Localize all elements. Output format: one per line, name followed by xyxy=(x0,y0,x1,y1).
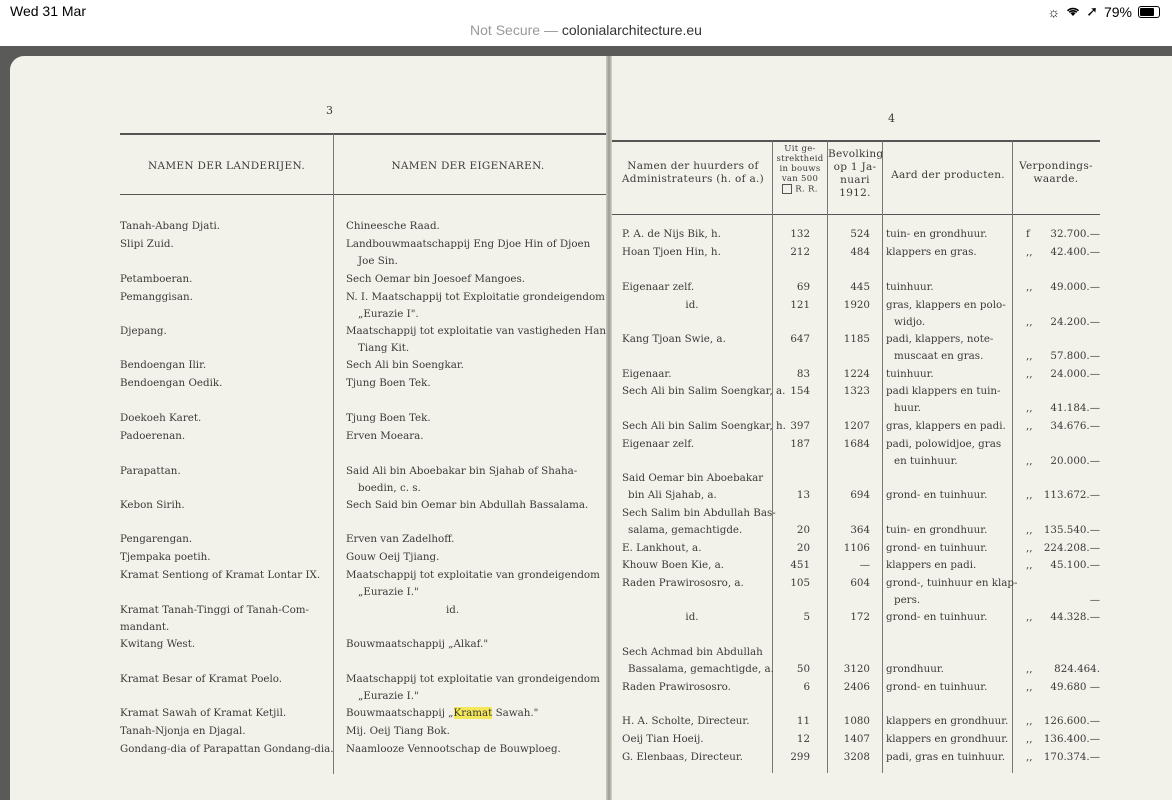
area-value: 212 xyxy=(790,246,810,258)
products-value: tuin- en grondhuur. xyxy=(886,228,988,240)
column-divider xyxy=(1012,141,1013,773)
area-value: 20 xyxy=(796,524,810,536)
population-value: 604 xyxy=(850,577,870,589)
header-landerijen: NAMEN DER LANDERIJEN. xyxy=(148,160,305,172)
tax-value: 44.328.— xyxy=(1050,611,1100,623)
population-value: 2406 xyxy=(843,681,870,693)
owner-text: Bouwmaatschappij „ xyxy=(346,707,454,719)
population-value: 364 xyxy=(850,524,870,536)
header-bevolking: Bevolking op 1 Ja- nuari 1912. xyxy=(828,148,884,199)
battery-icon xyxy=(1138,6,1160,18)
tenant-name: Raden Prawirososro. xyxy=(622,681,731,693)
tenant-name: Eigenaar. xyxy=(622,368,672,380)
tenant-name: Sech Achmad bin Abdullah xyxy=(622,646,763,658)
population-value: 445 xyxy=(850,281,870,293)
owner-name: Maatschappij tot exploitatie van vastigheden Han xyxy=(346,325,607,337)
tenant-name: Khouw Boen Kie, a. xyxy=(622,559,725,571)
area-value: 11 xyxy=(796,715,810,727)
wifi-icon xyxy=(1066,4,1080,20)
land-name: Kramat Besar of Kramat Poelo. xyxy=(120,673,283,685)
population-value: 172 xyxy=(850,611,870,623)
area-value: 13 xyxy=(796,489,810,501)
products-value: padi klappers en tuin- xyxy=(886,385,1001,397)
owner-name: Erven Moeara. xyxy=(346,430,424,442)
checkbox-icon xyxy=(782,184,792,194)
owner-name: Maatschappij tot exploitatie van grondeigendom xyxy=(346,569,600,581)
area-value: 5 xyxy=(803,611,810,623)
land-name: Doekoeh Karet. xyxy=(120,412,202,424)
tax-value: 113.672.— xyxy=(1043,489,1100,501)
area-value: 69 xyxy=(796,281,810,293)
header-eigenaren: NAMEN DER EIGENAREN. xyxy=(391,160,545,172)
not-secure-label: Not Secure xyxy=(470,22,541,38)
land-name: Tanah-Abang Djati. xyxy=(120,220,221,232)
owner-text: Sawah." xyxy=(492,707,539,719)
currency-mark: ,, xyxy=(1026,524,1033,536)
owner-name: Sech Ali bin Soengkar. xyxy=(346,359,464,371)
population-value: 524 xyxy=(850,228,870,240)
tax-value: 824.464. xyxy=(1054,663,1100,675)
population-value: 1684 xyxy=(843,438,870,450)
land-name: Kramat Tanah-Tinggi of Tanah-Com- xyxy=(120,604,310,616)
owner-name: Erven van Zadelhoff. xyxy=(346,533,455,545)
population-value: 3208 xyxy=(843,751,870,763)
owner-name xyxy=(346,706,538,720)
land-name: Kebon Sirih. xyxy=(120,499,185,511)
land-name: Pengarengan. xyxy=(120,533,193,545)
owner-name-cont: Tiang Kit. xyxy=(358,342,410,354)
products-value: grond-, tuinhuur en klap- xyxy=(886,577,1018,589)
page-number: 3 xyxy=(326,104,333,117)
tenant-name-cont: Bassalama, gemachtigde, a. xyxy=(628,663,774,675)
battery-percent: 79% xyxy=(1103,3,1132,20)
area-value: 647 xyxy=(790,333,810,345)
area-value: 105 xyxy=(790,577,810,589)
owner-name-cont: Joe Sin. xyxy=(358,255,398,267)
tenant-name: Sech Ali bin Salim Soengkar, a. xyxy=(622,385,786,397)
land-name: Tanah-Njonja en Djagal. xyxy=(120,725,246,737)
currency-mark: ,, xyxy=(1026,350,1033,362)
products-value: grond- en tuinhuur. xyxy=(886,542,988,554)
header-waarde: Verpondings- waarde. xyxy=(1019,160,1093,185)
page-left xyxy=(10,56,606,800)
owner-name: Gouw Oeij Tjiang. xyxy=(346,551,440,563)
currency-mark: ,, xyxy=(1026,489,1033,501)
address-bar[interactable] xyxy=(0,22,1172,46)
owner-name: Chineesche Raad. xyxy=(346,220,440,232)
owner-name: Sech Oemar bin Joesoef Mangoes. xyxy=(346,273,526,285)
land-name: Tjempaka poetih. xyxy=(120,551,211,563)
land-name: Padoerenan. xyxy=(120,430,186,442)
land-name-cont: mandant. xyxy=(120,621,170,633)
area-value: 12 xyxy=(796,733,810,745)
owner-name: Tjung Boen Tek. xyxy=(346,377,431,389)
url-domain: colonialarchitecture.eu xyxy=(561,22,702,38)
tenant-name: Hoan Tjoen Hin, h. xyxy=(622,246,721,258)
owner-name: Landbouwmaatschappij Eng Djoe Hin of Djoen xyxy=(346,238,591,250)
tax-value: 224.208.— xyxy=(1043,542,1100,554)
column-divider xyxy=(882,141,883,773)
population-value: 1106 xyxy=(843,542,870,554)
tenant-name: Oeij Tian Hoeij. xyxy=(622,733,704,745)
land-name: Kramat Sawah of Kramat Ketjil. xyxy=(120,707,287,719)
land-name: Djepang. xyxy=(120,325,167,337)
tenant-name: Raden Prawirososro, a. xyxy=(622,577,744,589)
rule xyxy=(612,214,1100,215)
header-aard: Aard der producten. xyxy=(891,169,1005,181)
population-value: 1323 xyxy=(843,385,870,397)
currency-mark: ,, xyxy=(1026,611,1033,623)
owner-name: Maatschappij tot exploitatie van grondeigendom xyxy=(346,673,600,685)
owner-name-cont: „Eurazie I". xyxy=(358,308,419,320)
tenant-name: Said Oemar bin Aboebakar xyxy=(622,472,764,484)
land-name: Slipi Zuid. xyxy=(120,238,174,250)
tenant-name-cont: salama, gemachtigde. xyxy=(628,524,743,536)
rule xyxy=(612,140,1100,142)
status-bar xyxy=(0,0,1172,22)
tenant-name: H. A. Scholte, Directeur. xyxy=(622,715,750,727)
population-value: 1080 xyxy=(843,715,870,727)
population-value: 694 xyxy=(850,489,870,501)
tenant-name: P. A. de Nijs Bik, h. xyxy=(622,228,721,240)
land-name: Gondang-dia of Parapattan Gondang-dia. xyxy=(120,743,334,755)
products-value: klappers en padi. xyxy=(886,559,977,571)
tax-value: 136.400.— xyxy=(1043,733,1100,745)
tenant-name: id. xyxy=(685,299,699,311)
tax-value: 170.374.— xyxy=(1043,751,1100,763)
tax-value: 45.100.— xyxy=(1050,559,1100,571)
owner-name-cont: boedin, c. s. xyxy=(358,482,421,494)
tax-value: 20.000.— xyxy=(1050,455,1100,467)
brightness-icon: ☼ xyxy=(1047,3,1061,20)
area-value: 132 xyxy=(790,228,810,240)
header-uit xyxy=(774,144,826,195)
owner-name: Mij. Oeij Tiang Bok. xyxy=(346,725,450,737)
land-name: Kwitang West. xyxy=(120,638,196,650)
currency-mark: ,, xyxy=(1026,559,1033,571)
page-number: 4 xyxy=(888,112,895,125)
owner-name: Sech Said bin Oemar bin Abdullah Bassalama. xyxy=(346,499,589,511)
currency-mark: ,, xyxy=(1026,420,1033,432)
status-icons xyxy=(1047,3,1160,20)
owner-name-cont: „Eurazie I." xyxy=(358,690,419,702)
products-value-cont: widjo. xyxy=(894,316,926,328)
products-value-cont: muscaat en gras. xyxy=(894,350,984,362)
currency-mark: ,, xyxy=(1026,751,1033,763)
products-value: padi, gras en tuinhuur. xyxy=(886,751,1006,763)
products-value: gras, klappers en padi. xyxy=(886,420,1006,432)
population-value: 1224 xyxy=(843,368,870,380)
products-value-cont: huur. xyxy=(894,402,921,414)
rule xyxy=(120,194,608,195)
products-value: tuin- en grondhuur. xyxy=(886,524,988,536)
population-value: 1920 xyxy=(843,299,870,311)
products-value: tuinhuur. xyxy=(886,281,934,293)
column-divider xyxy=(827,141,828,773)
area-value: 6 xyxy=(803,681,810,693)
products-value: grond- en tuinhuur. xyxy=(886,681,988,693)
currency-mark: ,, xyxy=(1026,663,1033,675)
currency-mark: ,, xyxy=(1026,281,1033,293)
header-huurders: Namen der huurders of Administrateurs (h. of a.) xyxy=(621,160,765,185)
currency-mark: ,, xyxy=(1026,316,1033,328)
products-value-cont: en tuinhuur. xyxy=(894,455,958,467)
area-value: 397 xyxy=(790,420,810,432)
products-value: klappers en grondhuur. xyxy=(886,733,1009,745)
area-value: 121 xyxy=(790,299,810,311)
owner-name: Naamlooze Vennootschap de Bouwploeg. xyxy=(346,743,561,755)
tax-value: 49.000.— xyxy=(1050,281,1100,293)
products-value: grond- en tuinhuur. xyxy=(886,489,988,501)
currency-mark: ,, xyxy=(1026,402,1033,414)
products-value-cont: pers. xyxy=(894,594,921,606)
currency-mark: ,, xyxy=(1026,733,1033,745)
land-name: Bendoengan Oedik. xyxy=(120,377,223,389)
tenant-name: Eigenaar zelf. xyxy=(622,438,695,450)
tax-value: — xyxy=(1089,594,1100,606)
tenant-name-cont: bin Ali Sjahab, a. xyxy=(628,489,717,501)
owner-name-cont: „Eurazie I." xyxy=(358,586,419,598)
status-time: Wed 31 Mar xyxy=(10,3,86,19)
area-value: 299 xyxy=(790,751,810,763)
population-value: 1407 xyxy=(843,733,870,745)
rule xyxy=(120,133,608,135)
population-value: 1185 xyxy=(843,333,870,345)
url-separator: — xyxy=(540,22,562,38)
land-name: Parapattan. xyxy=(120,465,181,477)
area-value: 20 xyxy=(796,542,810,554)
header-uit-text: Uit ge- strektheid in bouws van 500 xyxy=(776,144,824,184)
tax-value: 41.184.— xyxy=(1050,402,1100,414)
tax-value: 57.800.— xyxy=(1050,350,1100,362)
header-uit-rr: R. R. xyxy=(795,184,818,195)
tax-value: 34.676.— xyxy=(1050,420,1100,432)
owner-name: Tjung Boen Tek. xyxy=(346,412,431,424)
search-highlight: Kramat xyxy=(453,707,493,719)
tax-value: 135.540.— xyxy=(1043,524,1100,536)
tax-value: 24.200.— xyxy=(1050,316,1100,328)
owner-name: Said Ali bin Aboebakar bin Sjahab of Shaha- xyxy=(346,465,578,477)
column-divider xyxy=(772,141,773,773)
products-value: padi, polowidjoe, gras xyxy=(886,438,1002,450)
tenant-name: G. Elenbaas, Directeur. xyxy=(622,751,743,763)
tax-value: 49.680 — xyxy=(1050,681,1100,693)
currency-mark: ,, xyxy=(1026,368,1033,380)
currency-mark: ,, xyxy=(1026,246,1033,258)
location-icon: ➚ xyxy=(1086,3,1098,19)
land-name: Petamboeran. xyxy=(120,273,193,285)
currency-mark: f xyxy=(1026,228,1030,240)
owner-name: N. I. Maatschappij tot Exploitatie grondeigendom xyxy=(346,291,605,303)
tax-value: 42.400.— xyxy=(1050,246,1100,258)
area-value: 154 xyxy=(790,385,810,397)
page-right xyxy=(612,56,1172,800)
products-value: tuinhuur. xyxy=(886,368,934,380)
tenant-name: E. Lankhout, a. xyxy=(622,542,702,554)
land-name: Bendoengan Ilir. xyxy=(120,359,207,371)
population-value: 3120 xyxy=(843,663,870,675)
tenant-name: Eigenaar zelf. xyxy=(622,281,695,293)
products-value: grond- en tuinhuur. xyxy=(886,611,988,623)
area-value: 83 xyxy=(796,368,810,380)
tax-value: 126.600.— xyxy=(1043,715,1100,727)
products-value: grondhuur. xyxy=(886,663,944,675)
products-value: klappers en grondhuur. xyxy=(886,715,1009,727)
tenant-name: Sech Ali bin Salim Soengkar, h. xyxy=(622,420,786,432)
products-value: klappers en gras. xyxy=(886,246,977,258)
area-value: 187 xyxy=(790,438,810,450)
land-name: Kramat Sentiong of Kramat Lontar IX. xyxy=(120,569,321,581)
column-divider xyxy=(333,134,334,774)
land-name: Pemanggisan. xyxy=(120,291,193,303)
population-value: 484 xyxy=(850,246,870,258)
tax-value: 24.000.— xyxy=(1050,368,1100,380)
products-value: gras, klappers en polo- xyxy=(886,299,1006,311)
products-value: padi, klappers, note- xyxy=(886,333,994,345)
tenant-name: Sech Salim bin Abdullah Bas- xyxy=(622,507,776,519)
currency-mark: ,, xyxy=(1026,715,1033,727)
currency-mark: ,, xyxy=(1026,542,1033,554)
area-value: 50 xyxy=(796,663,810,675)
currency-mark: ,, xyxy=(1026,455,1033,467)
area-value: 451 xyxy=(790,559,810,571)
tenant-name: Kang Tjoan Swie, a. xyxy=(622,333,726,345)
population-value: 1207 xyxy=(843,420,870,432)
owner-name: Bouwmaatschappij „Alkaf." xyxy=(346,638,489,650)
owner-name: id. xyxy=(446,604,460,616)
document-viewer xyxy=(0,46,1172,800)
tax-value: 32.700.— xyxy=(1050,228,1100,240)
currency-mark: ,, xyxy=(1026,681,1033,693)
tenant-name: id. xyxy=(685,611,699,623)
population-value: — xyxy=(859,559,870,571)
